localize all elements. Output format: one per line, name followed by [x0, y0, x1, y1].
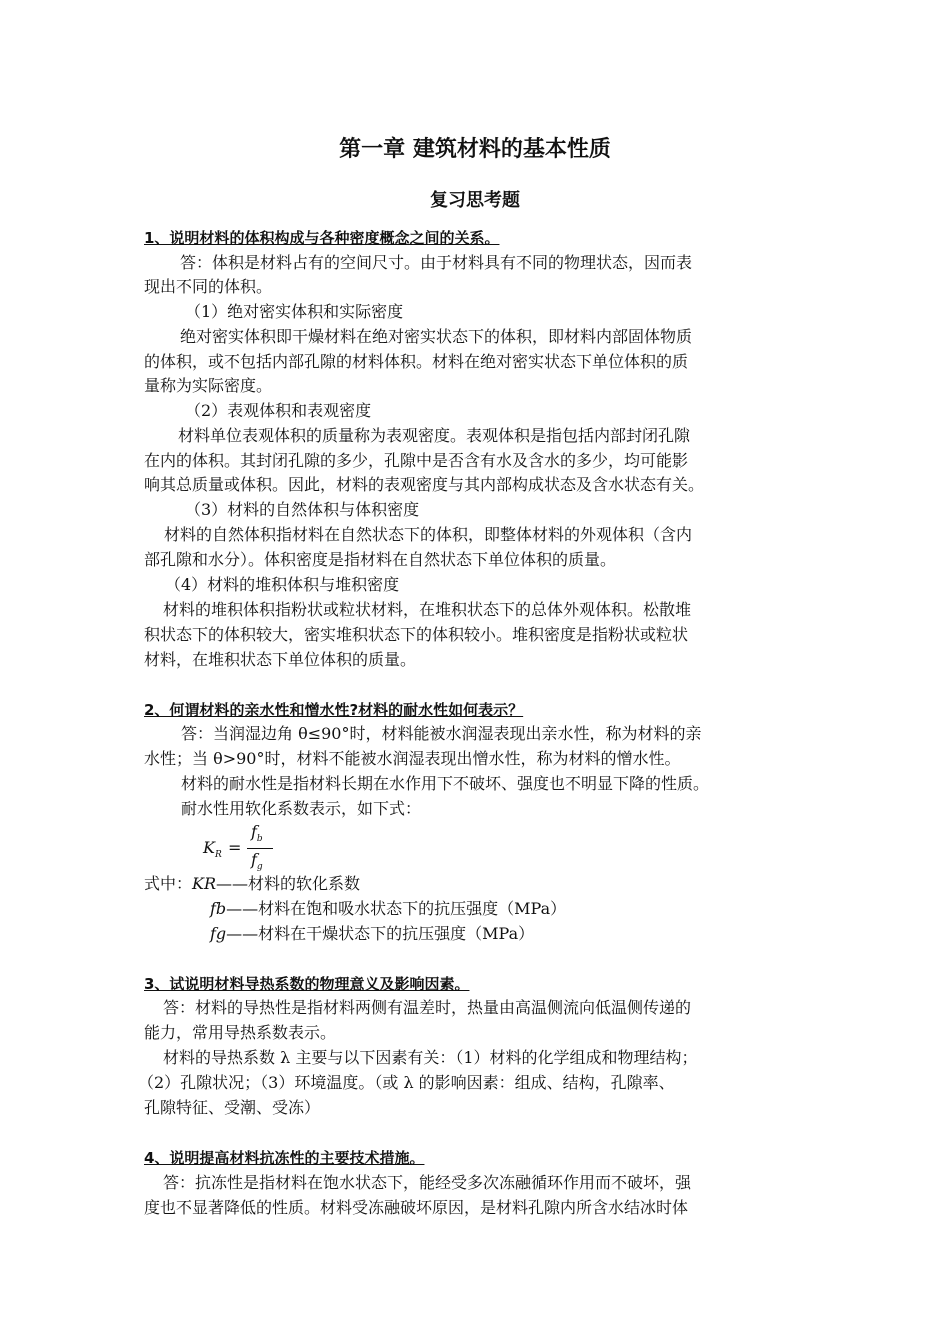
answer-text: 答：体积是材料占有的空间尺寸。由于材料具有不同的物理状态，因而表 — [180, 253, 693, 272]
answer-text: 量称为实际密度。 — [144, 376, 273, 395]
answer-text: 材料单位表观体积的质量称为表观密度。表观体积是指包括内部封闭孔隙 — [178, 426, 691, 445]
answer-text: 的体积，或不包括内部孔隙的材料体积。材料在绝对密实状态下单位体积的质 — [144, 352, 689, 371]
formula-numerator: $f_b$ — [251, 822, 263, 845]
answer-text: 响其总质量或体积。因此，材料的表观密度与其内部构成状态及含水状态有关。 — [144, 475, 705, 494]
answer-text: 能力，常用导热系数表示。 — [144, 1023, 337, 1042]
answer-text: 积状态下的体积较大，密实堆积状态下的体积较小。堆积密度是指粉状或粒状 — [144, 625, 689, 644]
answer-text: 在内的体积。其封闭孔隙的多少，孔隙中是否含有水及含水的多少，均可能影 — [144, 451, 689, 470]
softening-coefficient-formula — [203, 822, 293, 878]
question-3-heading: 3、试说明材料导热系数的物理意义及影响因素。 — [144, 975, 470, 993]
chapter-title: 第一章 建筑材料的基本性质 — [339, 137, 611, 162]
question-1-heading: 1、说明材料的体积构成与各种密度概念之间的关系。 — [144, 229, 500, 247]
answer-text: 度也不显著降低的性质。材料受冻融破坏原因，是材料孔隙内所含水结冰时体 — [144, 1198, 689, 1217]
section-subtitle: 复习思考题 — [430, 190, 520, 211]
formula-legend-line: fb——材料在饱和吸水状态下的抗压强度（MPa） — [210, 899, 567, 918]
fraction-bar — [247, 848, 273, 849]
formula-legend-line: 式中：KR——材料的软化系数 — [144, 874, 361, 893]
answer-text: 耐水性用软化系数表示，如下式： — [181, 799, 422, 818]
answer-text: 答：当润湿边角 θ≤90°时，材料能被水润湿表现出亲水性，称为材料的亲 — [181, 724, 702, 743]
answer-text: 孔隙特征、受潮、受冻） — [144, 1098, 321, 1117]
subheading: （2）表观体积和表观密度 — [185, 401, 372, 420]
question-4-heading: 4、说明提高材料抗冻性的主要技术措施。 — [144, 1149, 425, 1167]
formula-denominator: $f_g$ — [251, 850, 263, 873]
subheading: （4）材料的堆积体积与堆积密度 — [165, 575, 400, 594]
answer-text: 答：材料的导热性是指材料两侧有温差时，热量由高温侧流向低温侧传递的 — [163, 998, 692, 1017]
answer-text: 材料的耐水性是指材料长期在水作用下不破坏、强度也不明显下降的性质。 — [181, 774, 710, 793]
answer-text: 材料，在堆积状态下单位体积的质量。 — [144, 650, 417, 669]
answer-text: 材料的自然体积指材料在自然状态下的体积，即整体材料的外观体积（含内 — [164, 525, 693, 544]
subheading: （3）材料的自然体积与体积密度 — [185, 500, 420, 519]
answer-text: 绝对密实体积即干燥材料在绝对密实状态下的体积，即材料内部固体物质 — [180, 327, 693, 346]
answer-text: （2）孔隙状况；（3）环境温度。（或 λ 的影响因素：组成、结构，孔隙率、 — [138, 1073, 675, 1092]
subheading: （1）绝对密实体积和实际密度 — [185, 302, 404, 321]
answer-text: 材料的堆积体积指粉状或粒状材料，在堆积状态下的总体外观体积。松散堆 — [163, 600, 692, 619]
answer-text: 材料的导热系数 λ 主要与以下因素有关：（1）材料的化学组成和物理结构； — [163, 1048, 698, 1067]
answer-text: 答：抗冻性是指材料在饱水状态下，能经受多次冻融循环作用而不破坏，强 — [163, 1173, 692, 1192]
formula-legend-line: fg——材料在干燥状态下的抗压强度（MPa） — [210, 924, 535, 943]
answer-text: 水性；当 θ>90°时，材料不能被水润湿表现出憎水性，称为材料的憎水性。 — [144, 749, 681, 768]
formula-lhs: $K_R$ — [203, 838, 222, 861]
answer-text: 现出不同的体积。 — [144, 277, 273, 296]
question-2-heading: 2、何谓材料的亲水性和憎水性?材料的耐水性如何表示？ — [144, 701, 524, 719]
formula-equals: = — [228, 838, 242, 857]
answer-text: 部孔隙和水分）。体积密度是指材料在自然状态下单位体积的质量。 — [144, 550, 617, 569]
